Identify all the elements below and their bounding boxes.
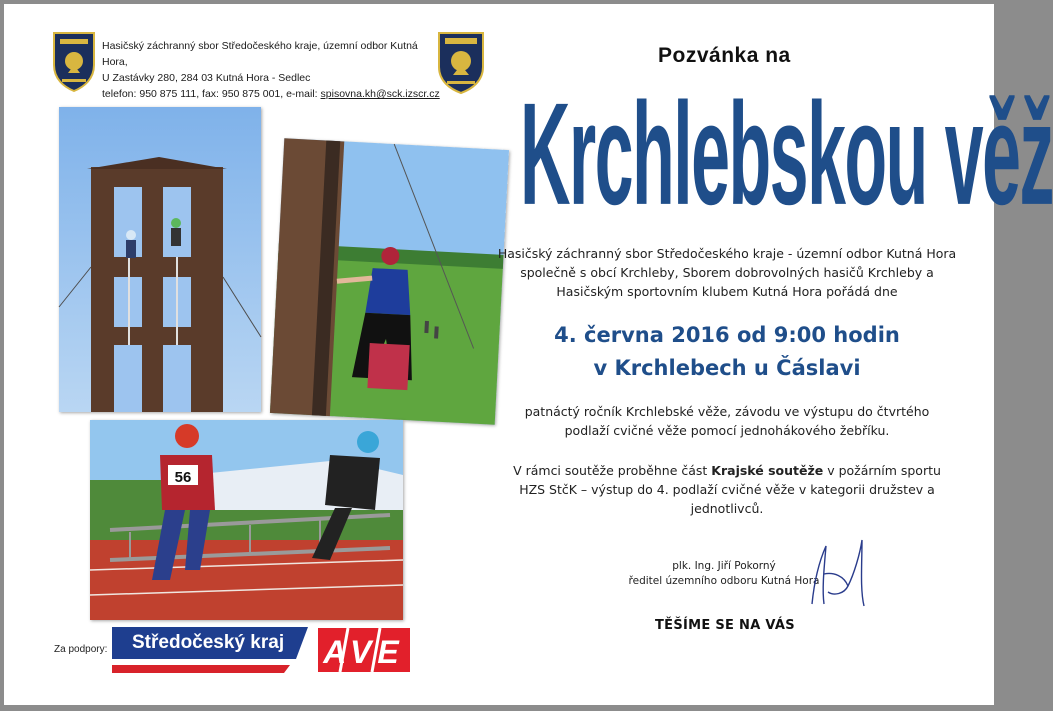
invitation-page [4,4,1053,705]
description-paragraph: patnáctý ročník Krchlebské věže, závodu ve výstupu do čtvrtého podlaží cvičné věže pomocí jednohákového žebříku. [524,404,930,438]
competition-rest: v požárním sportu HZS StčK – výstup do 4. podlaží cvičné věže v kategorii družstev a jednotlivců. [519,463,941,516]
header-line-1: Hasičský záchranný sbor Středočeského kraje, územní odbor Kutná Hora, [102,40,418,68]
photo-training-tower [59,107,261,412]
photo-runners [90,420,403,620]
header-line-3 [102,86,442,102]
event-date: 4. června 2016 od 9:00 hodin [554,323,900,347]
title-big: Krchlebskou věž [520,74,1053,236]
competition-bold: Krajské soutěže [711,463,824,478]
header-email-link[interactable]: spisovna.kh@sck.izscr.cz [320,88,440,100]
event-place: v Krchlebech u Čáslavi [593,356,861,380]
ave-logo-text: AVE [323,634,405,670]
signatory-role: ředitel územního odboru Kutná Hora [628,575,820,587]
closing-text: TĚŠÍME SE NA VÁS [655,618,795,633]
competition-paragraph [507,461,947,518]
header-phone-fax: telefon: 950 875 111, fax: 950 875 001, e-mail: [102,88,321,100]
intro-paragraph: Hasičský záchranný sbor Středočeského kraje - územní odbor Kutná Hora společně s obcí Krchleby, Sborem dobrovolných hasičů Krchleby a Hasičským sportovním klubem Kutná Hora pořádá dne [497,246,957,299]
sponsor-kraj-name: Středočeský kraj [132,632,285,653]
ave-logo-icon [318,628,410,672]
sponsor-ave-logo[interactable] [318,628,410,672]
sponsors-label: Za podpory: [54,644,108,655]
sponsor-stredocesky-kraj-logo[interactable] [112,627,308,673]
signatory-name: plk. Ing. Jiří Pokorný [672,560,776,572]
photo-climber [270,138,509,424]
competition-prefix: V rámci soutěže proběhne část [513,463,712,478]
header-line-2: U Zastávky 280, 284 03 Kutná Hora - Sedlec [102,72,311,84]
signature-icon [804,534,874,614]
bib-number: 56 [174,469,192,486]
header-contact [102,38,442,102]
fire-rescue-emblem-icon [52,31,96,93]
title-small: Pozvánka na [658,44,791,67]
fire-rescue-emblem-icon [437,31,485,95]
